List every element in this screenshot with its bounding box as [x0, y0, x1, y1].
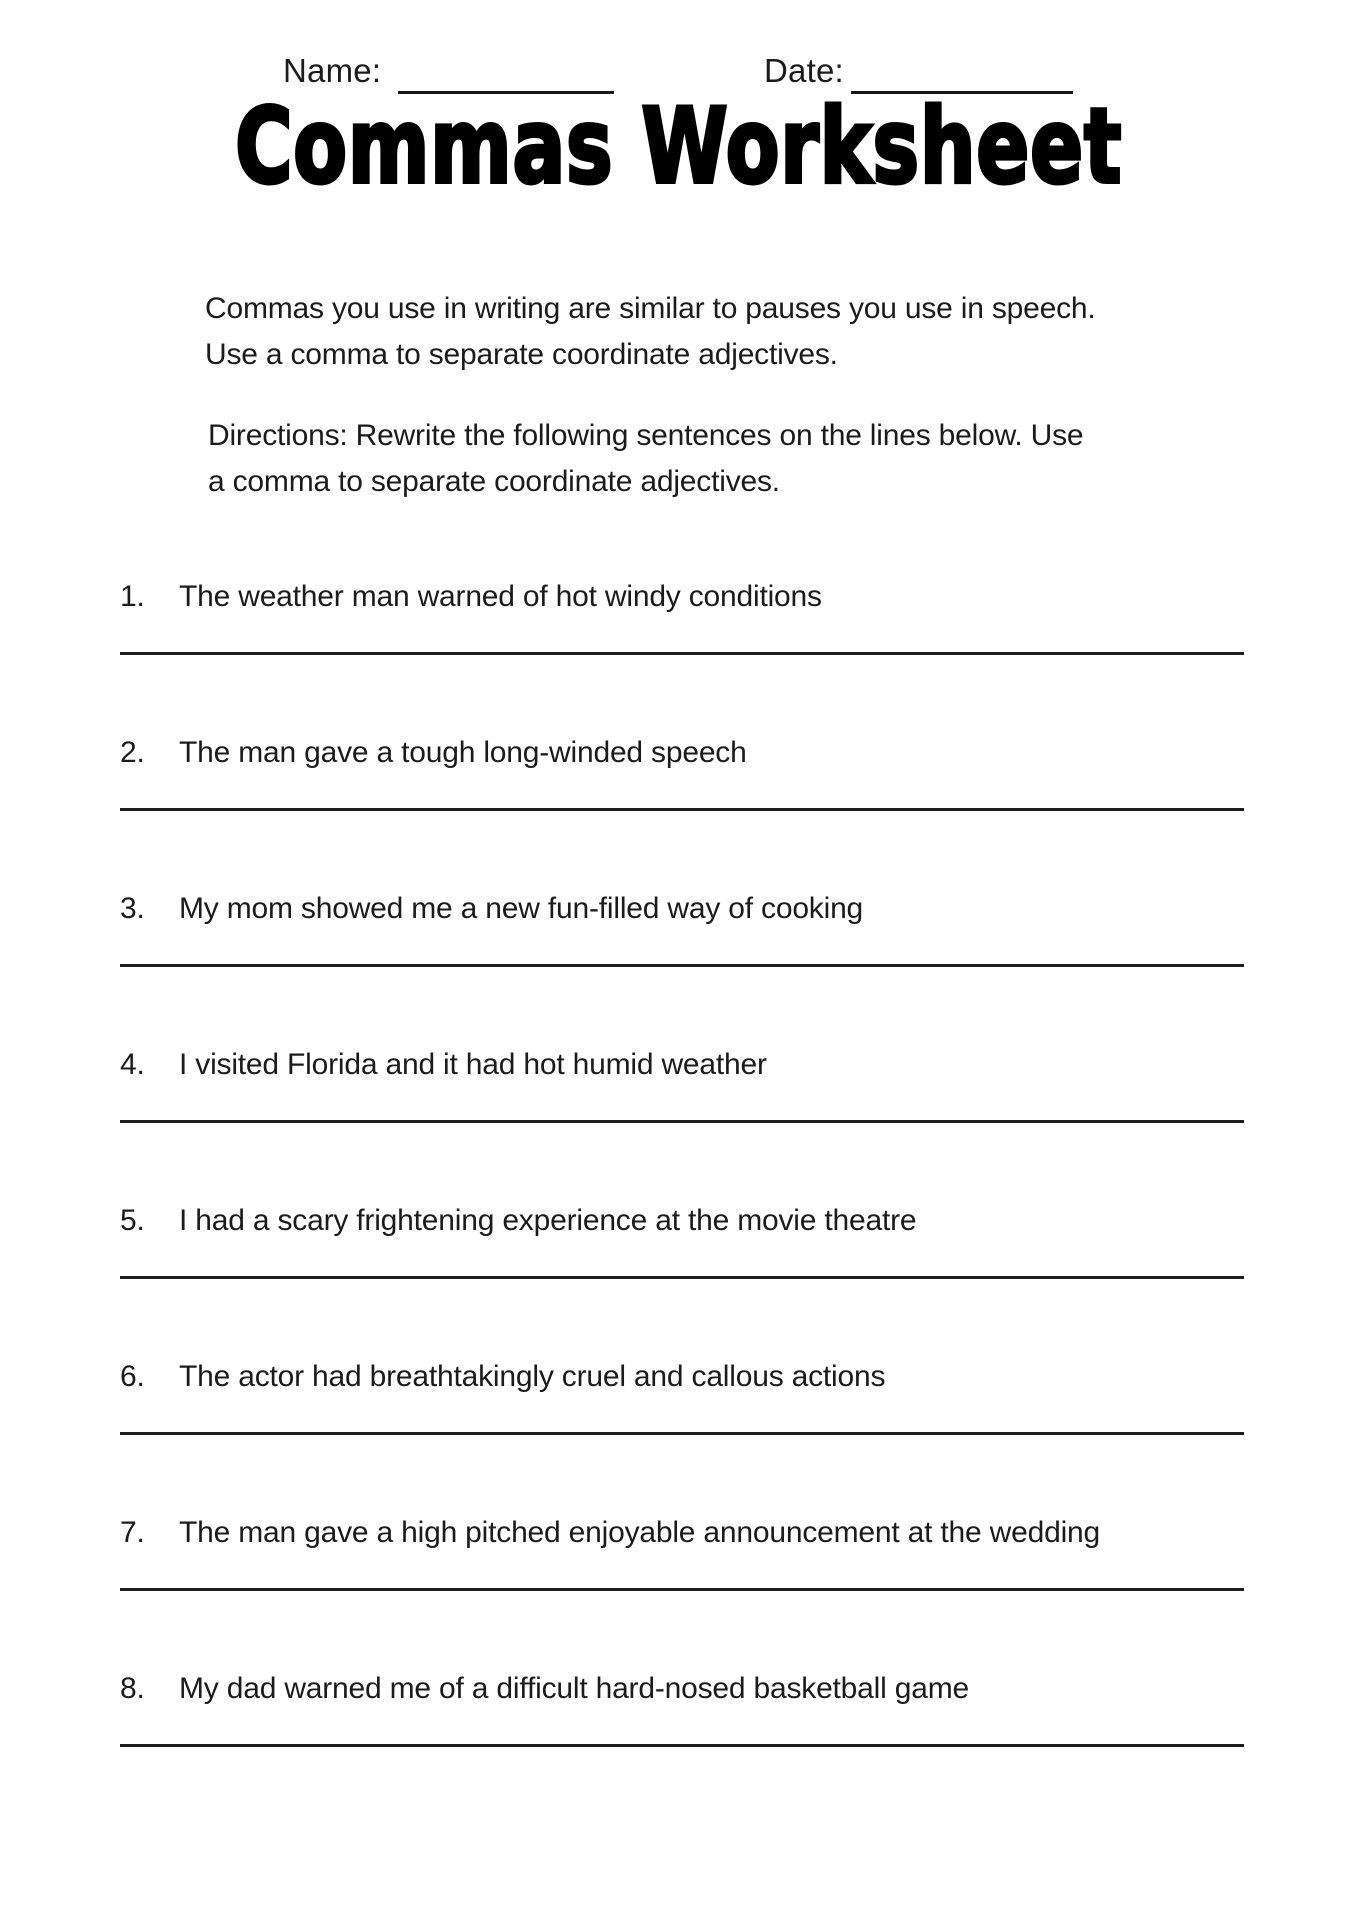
item-sentence: My mom showed me a new fun-filled way of cooking [179, 892, 864, 925]
worksheet-item [120, 1046, 1244, 1123]
item-sentence: I had a scary frightening experience at the movie theatre [179, 1204, 917, 1237]
item-number: 8. [120, 1672, 145, 1705]
sentence-row [120, 734, 1244, 772]
worksheet-item [120, 890, 1244, 967]
answer-line[interactable] [120, 1276, 1244, 1279]
worksheet-item [120, 734, 1244, 811]
answer-line[interactable] [120, 808, 1244, 811]
sentence-row [120, 890, 1244, 928]
item-sentence: The weather man warned of hot windy conditions [179, 580, 822, 613]
worksheet-item [120, 1358, 1244, 1435]
item-number: 3. [120, 892, 145, 925]
directions-line-2: a comma to separate coordinate adjectives. [208, 465, 780, 498]
sentence-row [120, 578, 1244, 616]
intro-line-1: Commas you use in writing are similar to pauses you use in speech. [205, 292, 1096, 325]
sentence-row [120, 1358, 1244, 1396]
sentence-row [120, 1202, 1244, 1240]
directions-line-1: Directions: Rewrite the following sentences on the lines below. Use [208, 419, 1084, 452]
item-sentence: I visited Florida and it had hot humid weather [179, 1048, 767, 1081]
item-sentence: My dad warned me of a difficult hard-nosed basketball game [179, 1672, 969, 1705]
directions-paragraph [208, 413, 1083, 505]
name-label: Name: [283, 52, 382, 89]
title-wrap [0, 86, 1358, 210]
answer-line[interactable] [120, 1432, 1244, 1435]
worksheet-item [120, 578, 1244, 655]
item-sentence: The man gave a tough long-winded speech [179, 736, 747, 769]
item-number: 1. [120, 580, 145, 613]
answer-line[interactable] [120, 964, 1244, 967]
item-sentence: The man gave a high pitched enjoyable announcement at the wedding [179, 1516, 1100, 1549]
worksheet-item [120, 1670, 1244, 1747]
item-number: 2. [120, 736, 145, 769]
answer-line[interactable] [120, 1120, 1244, 1123]
answer-line[interactable] [120, 652, 1244, 655]
item-number: 5. [120, 1204, 145, 1237]
sentence-row [120, 1046, 1244, 1084]
intro-paragraph [205, 286, 1096, 378]
sentence-row [120, 1670, 1244, 1708]
sentence-row [120, 1514, 1244, 1552]
date-label: Date: [764, 52, 844, 89]
item-number: 4. [120, 1048, 145, 1081]
intro-line-2: Use a comma to separate coordinate adjectives. [205, 338, 838, 371]
worksheet-item [120, 1514, 1244, 1591]
answer-line[interactable] [120, 1744, 1244, 1747]
item-sentence: The actor had breathtakingly cruel and callous actions [179, 1360, 886, 1393]
item-number: 6. [120, 1360, 145, 1393]
page-title: Commas Worksheet [235, 87, 1123, 207]
worksheet-item [120, 1202, 1244, 1279]
items-list [120, 578, 1244, 1826]
item-number: 7. [120, 1516, 145, 1549]
answer-line[interactable] [120, 1588, 1244, 1591]
